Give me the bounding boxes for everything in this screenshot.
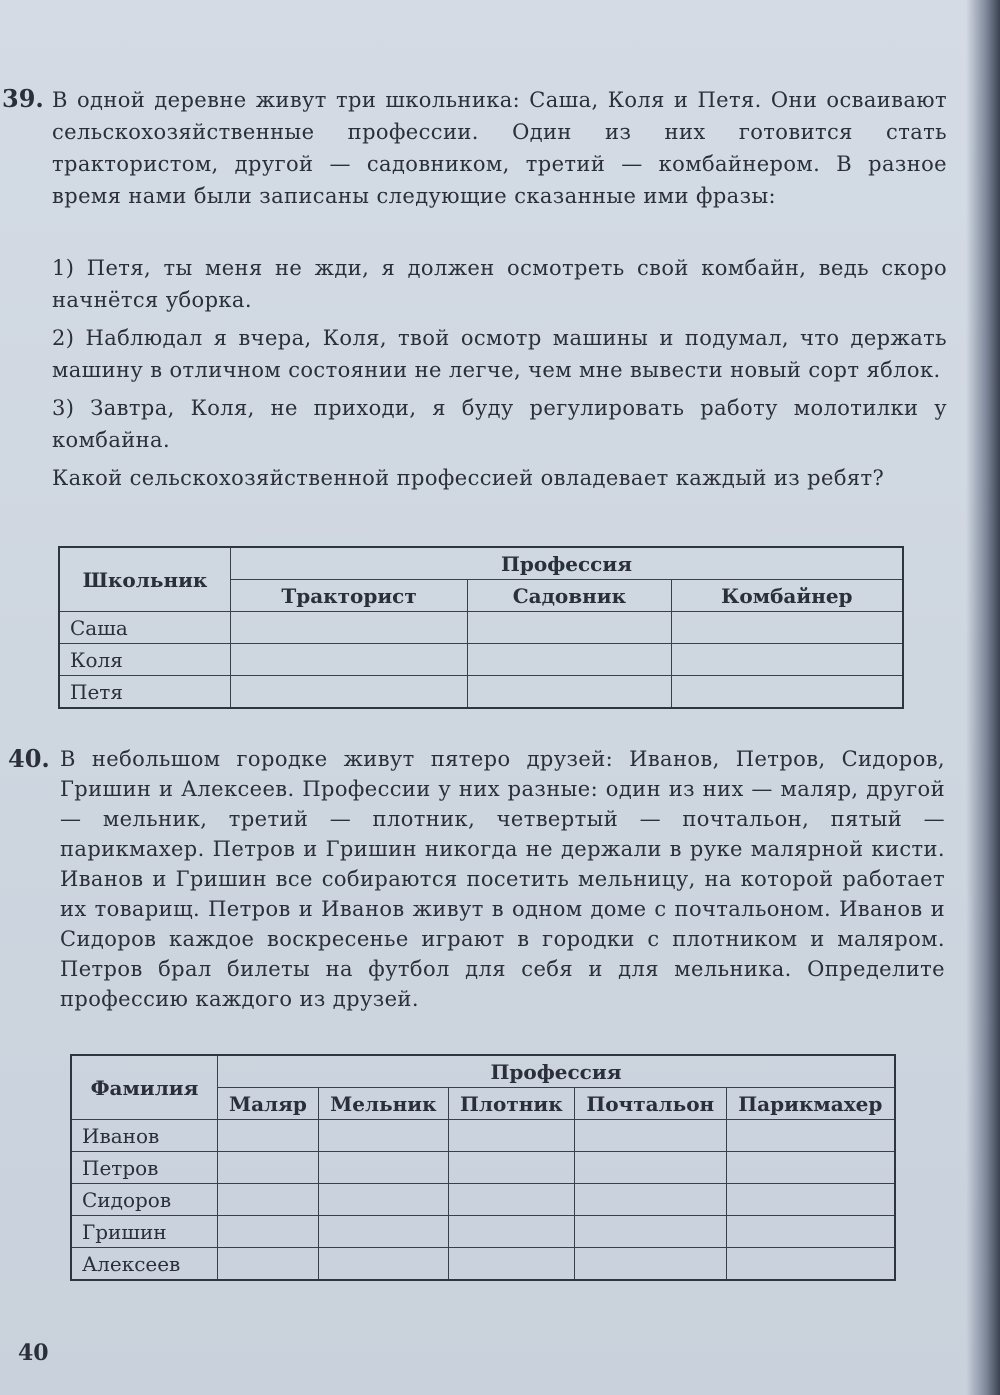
table-39-col-header: Комбайнер <box>671 580 903 612</box>
answer-cell[interactable] <box>448 1248 574 1281</box>
statement-2: 2) Наблюдал я вчера, Коля, твой осмотр машины и подумал, что держать машину в отличном состоянии не легче, чем мне вывести новый сорт яблок. <box>52 326 947 382</box>
table-40-col-header: Парикмахер <box>726 1088 895 1120</box>
problem-40-table <box>70 1054 896 1281</box>
row-label: Саша <box>59 612 231 644</box>
table-row <box>71 1120 895 1152</box>
answer-cell[interactable] <box>318 1248 448 1281</box>
answer-cell[interactable] <box>574 1248 726 1281</box>
answer-cell[interactable] <box>318 1152 448 1184</box>
answer-cell[interactable] <box>574 1184 726 1216</box>
answer-cell[interactable] <box>726 1216 895 1248</box>
answer-cell[interactable] <box>318 1216 448 1248</box>
table-row <box>71 1152 895 1184</box>
answer-cell[interactable] <box>218 1184 319 1216</box>
answer-cell[interactable] <box>468 612 672 644</box>
answer-cell[interactable] <box>468 676 672 709</box>
answer-cell[interactable] <box>218 1120 319 1152</box>
table-39-col-header: Тракторист <box>231 580 468 612</box>
answer-cell[interactable] <box>318 1184 448 1216</box>
answer-cell[interactable] <box>318 1120 448 1152</box>
problem-39-question: Какой сельскохозяйственной профессией овладевает каждый из ребят? <box>52 466 885 490</box>
answer-cell[interactable] <box>448 1216 574 1248</box>
statement-3: 3) Завтра, Коля, не приходи, я буду регулировать работу молотилки у комбайна. <box>52 396 947 452</box>
answer-cell[interactable] <box>468 644 672 676</box>
row-label: Коля <box>59 644 231 676</box>
table-row <box>59 612 903 644</box>
table-40-group-header: Профессия <box>218 1055 896 1088</box>
answer-cell[interactable] <box>231 612 468 644</box>
row-label: Петров <box>71 1152 218 1184</box>
answer-cell[interactable] <box>726 1152 895 1184</box>
book-spine-shadow <box>966 0 1000 1395</box>
table-row <box>59 644 903 676</box>
answer-cell[interactable] <box>671 644 903 676</box>
answer-cell[interactable] <box>574 1216 726 1248</box>
table-39-group-header: Профессия <box>231 547 904 580</box>
problem-39-table <box>58 546 904 709</box>
answer-cell[interactable] <box>574 1120 726 1152</box>
problem-40-number: 40. <box>8 744 50 773</box>
answer-cell[interactable] <box>726 1120 895 1152</box>
answer-cell[interactable] <box>671 612 903 644</box>
answer-cell[interactable] <box>218 1152 319 1184</box>
row-label: Гришин <box>71 1216 218 1248</box>
table-40-col-header: Маляр <box>218 1088 319 1120</box>
answer-cell[interactable] <box>574 1152 726 1184</box>
table-39-row-header: Школьник <box>59 547 231 612</box>
problem-39-statements <box>52 246 947 494</box>
answer-cell[interactable] <box>218 1248 319 1281</box>
answer-cell[interactable] <box>448 1184 574 1216</box>
table-row <box>71 1248 895 1281</box>
answer-cell[interactable] <box>448 1120 574 1152</box>
answer-cell[interactable] <box>671 676 903 709</box>
table-40-col-header: Плотник <box>448 1088 574 1120</box>
table-40-row-header: Фамилия <box>71 1055 218 1120</box>
problem-39-number: 39. <box>2 84 44 113</box>
row-label: Иванов <box>71 1120 218 1152</box>
answer-cell[interactable] <box>448 1152 574 1184</box>
answer-cell[interactable] <box>218 1216 319 1248</box>
row-label: Сидоров <box>71 1184 218 1216</box>
answer-cell[interactable] <box>231 644 468 676</box>
table-row <box>71 1216 895 1248</box>
answer-cell[interactable] <box>726 1248 895 1281</box>
table-row <box>71 1184 895 1216</box>
statement-1: 1) Петя, ты меня не жди, я должен осмотреть свой комбайн, ведь скоро начнётся уборка. <box>52 256 947 312</box>
problem-39-intro: В одной деревне живут три школьника: Саша, Коля и Петя. Они осваивают сельскохозяйственные профессии. Один из них готовится стать трактористом, другой — садовником, третий — комбайнером. В разное время нами были записаны следующие сказанные ими фразы: <box>52 88 947 208</box>
problem-40-text: В небольшом городке живут пятеро друзей: Иванов, Петров, Сидоров, Гришин и Алексеев. Профессии у них разные: один из них — маляр, другой — мельник, третий — плотник, четвертый — почтальон, пятый — парикмахер. Петров и Гришин никогда не держали в руке малярной кисти. Иванов и Гришин все собираются посетить мельницу, на которой работает их товарищ. Петров и Иванов живут в одном доме с почтальоном. Иванов и Сидоров каждое воскресенье играют в городки с плотником и маляром. Петров брал билеты на футбол для себя и для мельника. Определите профессию каждого из друзей. <box>60 747 945 1011</box>
table-39-col-header: Садовник <box>468 580 672 612</box>
answer-cell[interactable] <box>726 1184 895 1216</box>
table-row <box>59 676 903 709</box>
table-40-col-header: Почтальон <box>574 1088 726 1120</box>
row-label: Петя <box>59 676 231 709</box>
row-label: Алексеев <box>71 1248 218 1281</box>
answer-cell[interactable] <box>231 676 468 709</box>
table-40-col-header: Мельник <box>318 1088 448 1120</box>
page-number: 40 <box>18 1340 49 1366</box>
